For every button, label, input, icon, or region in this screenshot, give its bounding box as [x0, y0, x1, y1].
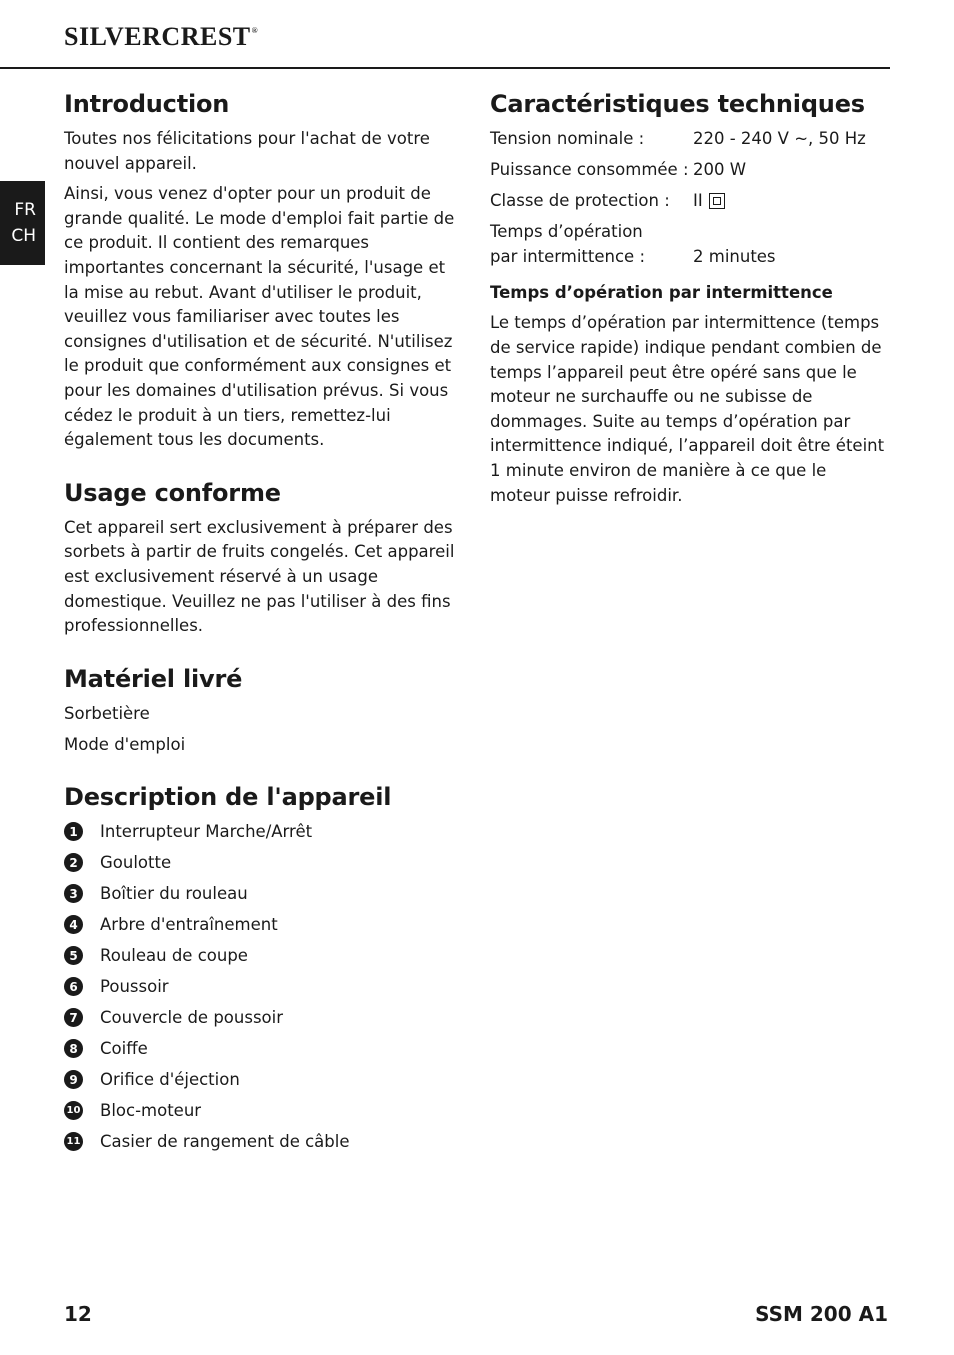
spec-label-line-1: Temps d’opération [490, 222, 643, 242]
model-number: SSM 200 A1 [755, 1302, 888, 1326]
part-item [64, 1006, 464, 1030]
part-label: Boîtier du rouleau [100, 884, 248, 904]
introduction-para-2: Ainsi, vous venez d'opter pour un produit de grande qualité. Le mode d'emploi fait partie de ce produit. Il contient des remarques importantes concernant la sécurité, l'usage et la mise au rebut. Avant d'utiliser le produit, veuillez vous familiariser avec toutes les consignes d'utilisation et de sécurité. N'utilisez le produit que conformément aux consignes et pour les domaines d'utilisation prévus. Si vous cédez le produit à un tiers, remettez-lui également tous les documents. [64, 184, 455, 450]
spec-label: Tension nominale : [490, 129, 645, 148]
spec-row [490, 220, 890, 269]
usage-section [64, 479, 464, 639]
part-item [64, 1037, 464, 1061]
spec-row [490, 127, 890, 152]
usage-para: Cet appareil sert exclusivement à préparer des sorbets à partir de fruits congelés. Cet appareil est exclusivement réservé à un usage domestique. Veuillez ne pas l'utiliser à des fins professionnelles. [64, 517, 455, 636]
part-label: Coiffe [100, 1039, 148, 1059]
part-label: Arbre d'entraînement [100, 915, 278, 935]
right-column [490, 90, 890, 508]
specs-table [490, 127, 890, 269]
spec-label: Classe de protection : [490, 191, 670, 211]
part-number-badge: 11 [64, 1132, 83, 1151]
spec-row [490, 189, 890, 214]
part-item [64, 851, 464, 875]
spec-row [490, 158, 890, 183]
materiel-heading: Matériel livré [64, 664, 243, 693]
part-number-badge: 2 [64, 853, 83, 872]
spec-value: 200 W [693, 160, 747, 180]
parts-list [64, 820, 464, 1154]
intermittence-subheading: Temps d’opération par intermittence [490, 283, 833, 303]
part-item [64, 944, 464, 968]
spec-label: Puissance consommée : [490, 160, 689, 180]
spec-value-cell [693, 189, 890, 214]
part-number-badge: 7 [64, 1008, 83, 1027]
header-rule [0, 67, 890, 69]
introduction-para-1: Toutes nos félicitations pour l'achat de votre nouvel appareil. [64, 129, 430, 173]
description-section [64, 783, 464, 1154]
specs-heading: Caractéristiques techniques [490, 90, 865, 118]
part-item [64, 913, 464, 937]
part-label: Poussoir [100, 977, 169, 997]
part-item [64, 820, 464, 844]
left-column [64, 90, 464, 1161]
spec-value: 220 - 240 V ~, 50 Hz [693, 129, 866, 148]
spec-label [490, 220, 693, 269]
part-number-badge: 6 [64, 977, 83, 996]
part-number-badge: 8 [64, 1039, 83, 1058]
language-fr: FR [14, 200, 36, 220]
part-number-badge: 5 [64, 946, 83, 965]
part-item [64, 1099, 464, 1123]
introduction-heading: Introduction [64, 90, 230, 118]
introduction-section [64, 90, 464, 453]
part-label: Orifice d'éjection [100, 1070, 240, 1090]
language-tab [0, 181, 45, 265]
protection-class-ii-icon [709, 193, 725, 209]
page-number: 12 [64, 1302, 92, 1326]
materiel-list [64, 702, 464, 757]
intermittence-para: Le temps d’opération par intermittence (temps de service rapide) indique pendant combien de temps l’appareil peut être opéré sans que le moteur ne surchauffe ou ne subisse de dommages. Suite au temps d’opération par intermittence indiqué, l’appareil doit être éteint 1 minute environ de manière à ce que le moteur puisse refroidir. [490, 313, 885, 505]
part-number-badge: 9 [64, 1070, 83, 1089]
spec-value: 2 minutes [693, 246, 776, 266]
brand-name: SILVERCREST [64, 22, 251, 51]
part-label: Couvercle de poussoir [100, 1008, 284, 1028]
part-item [64, 1130, 464, 1154]
part-label: Interrupteur Marche/Arrêt [100, 822, 313, 842]
part-number-badge: 3 [64, 884, 83, 903]
part-number-badge: 1 [64, 822, 83, 841]
part-item [64, 882, 464, 906]
part-item [64, 1068, 464, 1092]
brand-logo [64, 22, 258, 52]
part-number-badge: 10 [64, 1101, 83, 1120]
part-label: Casier de rangement de câble [100, 1132, 350, 1152]
list-item: Sorbetière [64, 703, 150, 723]
part-item [64, 975, 464, 999]
spec-label-line-2: par intermittence : [490, 246, 646, 266]
list-item: Mode d'emploi [64, 734, 186, 754]
part-label: Goulotte [100, 853, 172, 873]
part-number-badge: 4 [64, 915, 83, 934]
part-label: Bloc-moteur [100, 1101, 202, 1121]
part-label: Rouleau de coupe [100, 946, 248, 966]
registered-mark: ® [251, 26, 259, 35]
spec-value: II [693, 191, 703, 211]
language-ch: CH [11, 226, 36, 246]
materiel-section [64, 665, 464, 757]
usage-heading: Usage conforme [64, 478, 281, 507]
description-heading: Description de l'appareil [64, 782, 392, 811]
